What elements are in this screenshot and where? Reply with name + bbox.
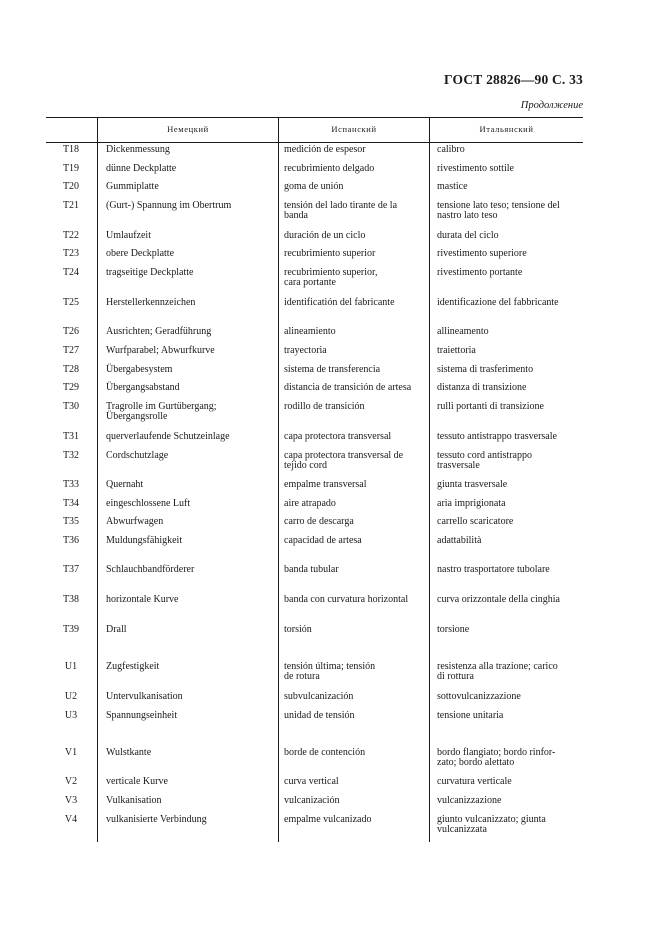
term-code: T31	[62, 431, 80, 442]
term-italian: rivestimento superiore	[437, 248, 527, 259]
term-code: T27	[62, 345, 80, 356]
term-spanish: banda tubular	[284, 564, 339, 575]
term-italian: giunto vulcanizzato; giunta vulcanizzata	[437, 814, 546, 835]
term-german: vulkanisierte Verbindung	[106, 814, 207, 825]
term-italian: tensione lato teso; tensione del nastro lato teso	[437, 200, 560, 221]
term-code: T22	[62, 230, 80, 241]
term-code: V1	[64, 747, 78, 758]
term-code: T30	[62, 401, 80, 412]
term-spanish: duración de un ciclo	[284, 230, 366, 241]
term-german: dünne Deckplatte	[106, 163, 177, 174]
column-header-italian: Итальянский	[479, 124, 534, 134]
term-italian: curvatura verticale	[437, 776, 512, 787]
term-code: T28	[62, 364, 80, 375]
term-italian: nastro trasportatore tubolare	[437, 564, 550, 575]
term-spanish: recubrimiento superior	[284, 248, 376, 259]
term-code: V4	[64, 814, 78, 825]
term-code: T38	[62, 594, 80, 605]
term-spanish: recubrimiento delgado	[284, 163, 375, 174]
term-german: Muldungsfähigkeit	[106, 535, 183, 546]
term-german: Quernaht	[106, 479, 144, 490]
term-spanish: vulcanización	[284, 795, 340, 806]
term-italian: carrello scaricatore	[437, 516, 514, 527]
term-german: (Gurt-) Spannung im Obertrum	[106, 200, 232, 211]
term-italian: giunta trasversale	[437, 479, 508, 490]
term-spanish: torsión	[284, 624, 312, 635]
page-header: ГОСТ 28826—90 С. 33	[444, 72, 583, 87]
term-spanish: rodillo de transición	[284, 401, 365, 412]
column-divider-3	[429, 117, 430, 842]
term-code: T26	[62, 326, 80, 337]
term-german: tragseitige Deckplatte	[106, 267, 194, 278]
term-german: Cordschutzlage	[106, 450, 169, 461]
term-spanish: subvulcanización	[284, 691, 354, 702]
term-german: Schlauchbandförderer	[106, 564, 195, 575]
term-code: T25	[62, 297, 80, 308]
term-spanish: trayectoria	[284, 345, 327, 356]
term-spanish: capa protectora transversal	[284, 431, 392, 442]
term-spanish: identificatión del fabricante	[284, 297, 395, 308]
term-italian: identificazione del fabbricante	[437, 297, 559, 308]
term-italian: rivestimento portante	[437, 267, 523, 278]
table-header-rule	[46, 142, 583, 143]
term-code: T29	[62, 382, 80, 393]
term-italian: allineamento	[437, 326, 489, 337]
term-italian: tensione unitaria	[437, 710, 504, 721]
term-spanish: empalme vulcanizado	[284, 814, 372, 825]
term-code: U1	[64, 661, 78, 672]
term-italian: distanza di transizione	[437, 382, 527, 393]
term-code: T24	[62, 267, 80, 278]
term-german: Herstellerkennzeichen	[106, 297, 196, 308]
term-german: Gummiplatte	[106, 181, 159, 192]
term-german: querverlaufende Schutzeinlage	[106, 431, 230, 442]
column-divider-2	[278, 117, 279, 842]
term-spanish: medición de espesor	[284, 144, 366, 155]
term-german: Übergangsabstand	[106, 382, 180, 393]
term-spanish: curva vertical	[284, 776, 339, 787]
term-german: eingeschlossene Luft	[106, 498, 191, 509]
term-spanish: tensión del lado tirante de la banda	[284, 200, 398, 221]
term-spanish: banda con curvatura horizontal	[284, 594, 409, 605]
term-code: T19	[62, 163, 80, 174]
term-italian: bordo flangiato; bordo rinfor- zato; bordo alettato	[437, 747, 556, 768]
column-divider-1	[97, 117, 98, 842]
term-spanish: capa protectora transversal de tejido cord	[284, 450, 404, 471]
term-spanish: recubrimiento superior, cara portante	[284, 267, 378, 288]
term-code: T32	[62, 450, 80, 461]
term-code: T34	[62, 498, 80, 509]
term-code: T36	[62, 535, 80, 546]
term-german: obere Deckplatte	[106, 248, 175, 259]
term-spanish: carro de descarga	[284, 516, 354, 527]
term-code: T20	[62, 181, 80, 192]
term-italian: vulcanizzazione	[437, 795, 502, 806]
term-code: T23	[62, 248, 80, 259]
continuation-label: Продолжение	[520, 100, 583, 111]
term-german: Übergabesystem	[106, 364, 173, 375]
term-italian: tessuto antistrappo trasversale	[437, 431, 557, 442]
term-spanish: sistema de transferencia	[284, 364, 381, 375]
term-code: T37	[62, 564, 80, 575]
term-italian: traiettoria	[437, 345, 476, 356]
term-italian: resistenza alla trazione; carico di rottura	[437, 661, 558, 682]
term-italian: torsione	[437, 624, 470, 635]
term-german: verticale Kurve	[106, 776, 168, 787]
term-german: Wulstkante	[106, 747, 152, 758]
term-code: U2	[64, 691, 78, 702]
term-italian: mastice	[437, 181, 468, 192]
column-header-spanish: Испанский	[331, 124, 377, 134]
term-code: V3	[64, 795, 78, 806]
term-code: V2	[64, 776, 78, 787]
term-code: T35	[62, 516, 80, 527]
term-italian: sistema di trasferimento	[437, 364, 534, 375]
term-spanish: borde de contención	[284, 747, 366, 758]
term-italian: tessuto cord antistrappo trasversale	[437, 450, 532, 471]
term-german: Abwurfwagen	[106, 516, 164, 527]
term-italian: rulli portanti di transizione	[437, 401, 544, 412]
column-header-german: Немецкий	[167, 124, 209, 134]
term-code: T33	[62, 479, 80, 490]
table-top-rule	[46, 117, 583, 118]
term-italian: sottovulcanizzazione	[437, 691, 521, 702]
term-german: Zugfestigkeit	[106, 661, 160, 672]
term-german: Umlaufzeit	[106, 230, 151, 241]
term-german: Untervulkanisation	[106, 691, 183, 702]
term-german: Ausrichten; Geradführung	[106, 326, 212, 337]
term-spanish: tensión última; tensión de rotura	[284, 661, 376, 682]
term-german: Spannungseinheit	[106, 710, 178, 721]
term-code: U3	[64, 710, 78, 721]
term-german: horizontale Kurve	[106, 594, 179, 605]
term-german: Dickenmessung	[106, 144, 170, 155]
term-italian: adattabilità	[437, 535, 482, 546]
term-italian: calibro	[437, 144, 465, 155]
term-spanish: capacidad de artesa	[284, 535, 362, 546]
term-spanish: unidad de tensión	[284, 710, 355, 721]
term-german: Drall	[106, 624, 127, 635]
term-german: Wurfparabel; Abwurfkurve	[106, 345, 215, 356]
term-spanish: distancia de transición de artesa	[284, 382, 412, 393]
term-spanish: alineamiento	[284, 326, 336, 337]
term-spanish: goma de unión	[284, 181, 344, 192]
term-spanish: aire atrapado	[284, 498, 336, 509]
term-german: Tragrolle im Gurtübergang; Übergangsrolle	[106, 401, 217, 422]
term-code: T39	[62, 624, 80, 635]
term-italian: curva orizzontale della cinghia	[437, 594, 560, 605]
term-italian: aria imprigionata	[437, 498, 506, 509]
term-italian: durata del ciclo	[437, 230, 499, 241]
term-code: T18	[62, 144, 80, 155]
term-italian: rivestimento sottile	[437, 163, 514, 174]
term-code: T21	[62, 200, 80, 211]
term-spanish: empalme transversal	[284, 479, 367, 490]
term-german: Vulkanisation	[106, 795, 162, 806]
